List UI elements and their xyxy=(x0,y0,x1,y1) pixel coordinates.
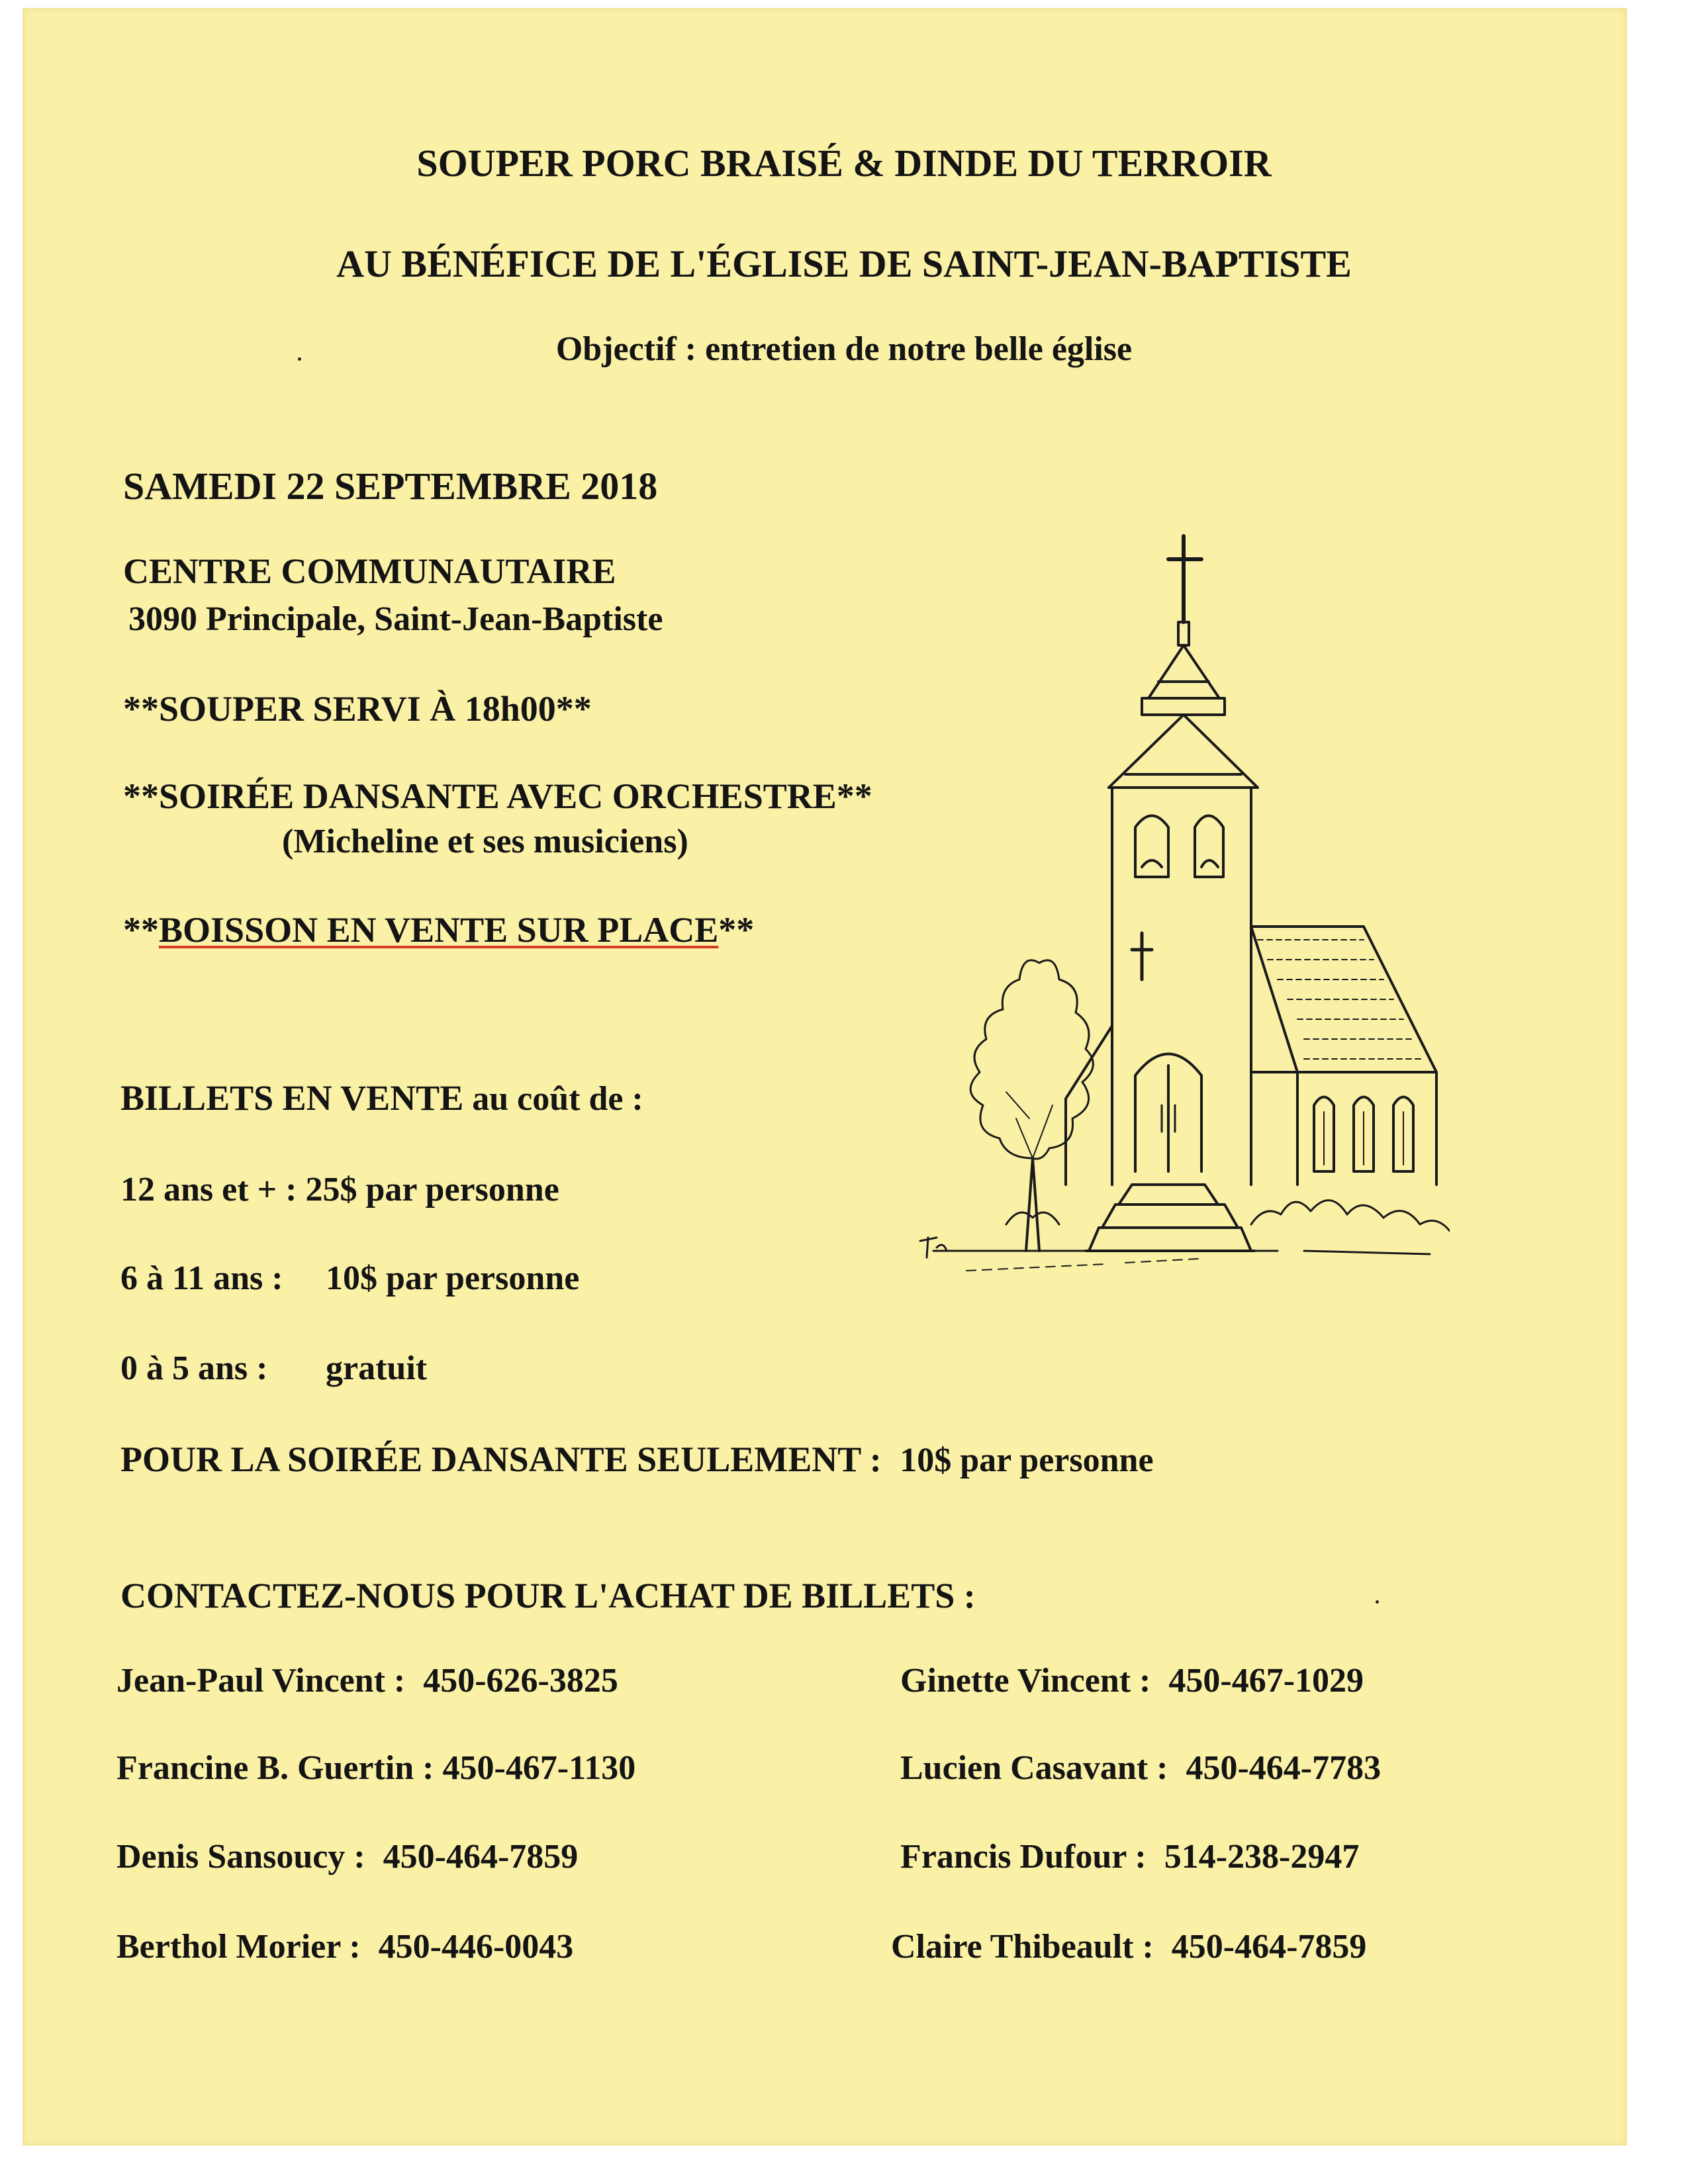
drinks-line xyxy=(123,912,754,948)
dance-only-price: 10$ par personne xyxy=(900,1441,1154,1479)
dance-only-row xyxy=(120,1441,1154,1478)
tickets-heading xyxy=(120,1080,643,1116)
contact-right xyxy=(900,1751,1381,1786)
price-row xyxy=(120,1173,559,1207)
church-illustration xyxy=(907,523,1450,1317)
contact-phone: 450-467-1029 xyxy=(1168,1662,1364,1700)
contact-phone: 450-464-7783 xyxy=(1186,1749,1382,1787)
drinks-text: BOISSON EN VENTE SUR PLACE xyxy=(159,910,719,950)
contact-left xyxy=(117,1751,635,1786)
price-age: 6 à 11 ans : xyxy=(120,1259,283,1297)
contact-name: Francis Dufour : xyxy=(900,1838,1147,1876)
tickets-heading-rest: au coût de : xyxy=(463,1080,643,1118)
scan-speck xyxy=(298,357,301,361)
contact-phone: 450-467-1130 xyxy=(442,1749,636,1787)
contact-right xyxy=(900,1840,1359,1874)
contact-right xyxy=(891,1930,1366,1964)
drinks-suffix: ** xyxy=(718,910,755,950)
contact-phone: 450-446-0043 xyxy=(378,1928,574,1966)
tickets-heading-bold: BILLETS EN VENTE xyxy=(120,1078,464,1118)
price-value: 25$ par personne xyxy=(305,1171,559,1208)
title-benefit: AU BÉNÉFICE DE L'ÉGLISE DE SAINT-JEAN-BAPTISTE xyxy=(336,242,1352,285)
tower-cross-icon xyxy=(1132,933,1152,979)
contacts-heading: CONTACTEZ-NOUS POUR L'ACHAT DE BILLETS : xyxy=(120,1576,976,1615)
contact-name: Berthol Morier : xyxy=(117,1928,361,1966)
dance-label: **SOIRÉE DANSANTE AVEC ORCHESTRE** xyxy=(123,776,872,816)
contact-name: Jean-Paul Vincent : xyxy=(117,1662,406,1700)
contact-name: Ginette Vincent : xyxy=(900,1662,1151,1700)
price-age: 0 à 5 ans : xyxy=(120,1349,268,1387)
contact-name: Claire Thibeault : xyxy=(891,1928,1154,1966)
objective-text: Objectif : entretien de notre belle église xyxy=(555,330,1133,368)
venue-address: 3090 Principale, Saint-Jean-Baptiste xyxy=(128,600,663,638)
price-value: gratuit xyxy=(326,1349,428,1387)
event-date: SAMEDI 22 SEPTEMBRE 2018 xyxy=(123,465,658,508)
steeple-cross-icon xyxy=(1168,536,1201,622)
price-row xyxy=(120,1351,427,1386)
contact-phone: 450-464-7859 xyxy=(1171,1928,1367,1966)
price-age: 12 ans et + : xyxy=(120,1171,297,1208)
price-row xyxy=(120,1261,579,1296)
contact-phone: 514-238-2947 xyxy=(1164,1838,1360,1876)
price-value: 10$ par personne xyxy=(326,1259,580,1297)
contact-phone: 450-464-7859 xyxy=(383,1838,579,1876)
artist-signature xyxy=(920,1238,947,1257)
contact-phone: 450-626-3825 xyxy=(423,1662,618,1700)
contact-name: Francine B. Guertin : xyxy=(117,1749,434,1787)
contact-left xyxy=(117,1840,578,1874)
dinner-time: **SOUPER SERVI À 18h00** xyxy=(123,689,592,729)
contact-left xyxy=(117,1664,618,1698)
contact-name: Lucien Casavant : xyxy=(900,1749,1168,1787)
contact-right xyxy=(900,1664,1364,1698)
band-name: (Micheline et ses musiciens) xyxy=(282,823,688,860)
drinks-prefix: ** xyxy=(123,910,159,950)
title-main: SOUPER PORC BRAISÉ & DINDE DU TERROIR xyxy=(416,142,1272,185)
contact-name: Denis Sansoucy : xyxy=(117,1838,365,1876)
venue-name: CENTRE COMMUNAUTAIRE xyxy=(123,551,616,591)
contact-left xyxy=(117,1930,573,1964)
dance-only-label: POUR LA SOIRÉE DANSANTE SEULEMENT : xyxy=(120,1439,882,1479)
scan-speck xyxy=(1376,1600,1379,1604)
